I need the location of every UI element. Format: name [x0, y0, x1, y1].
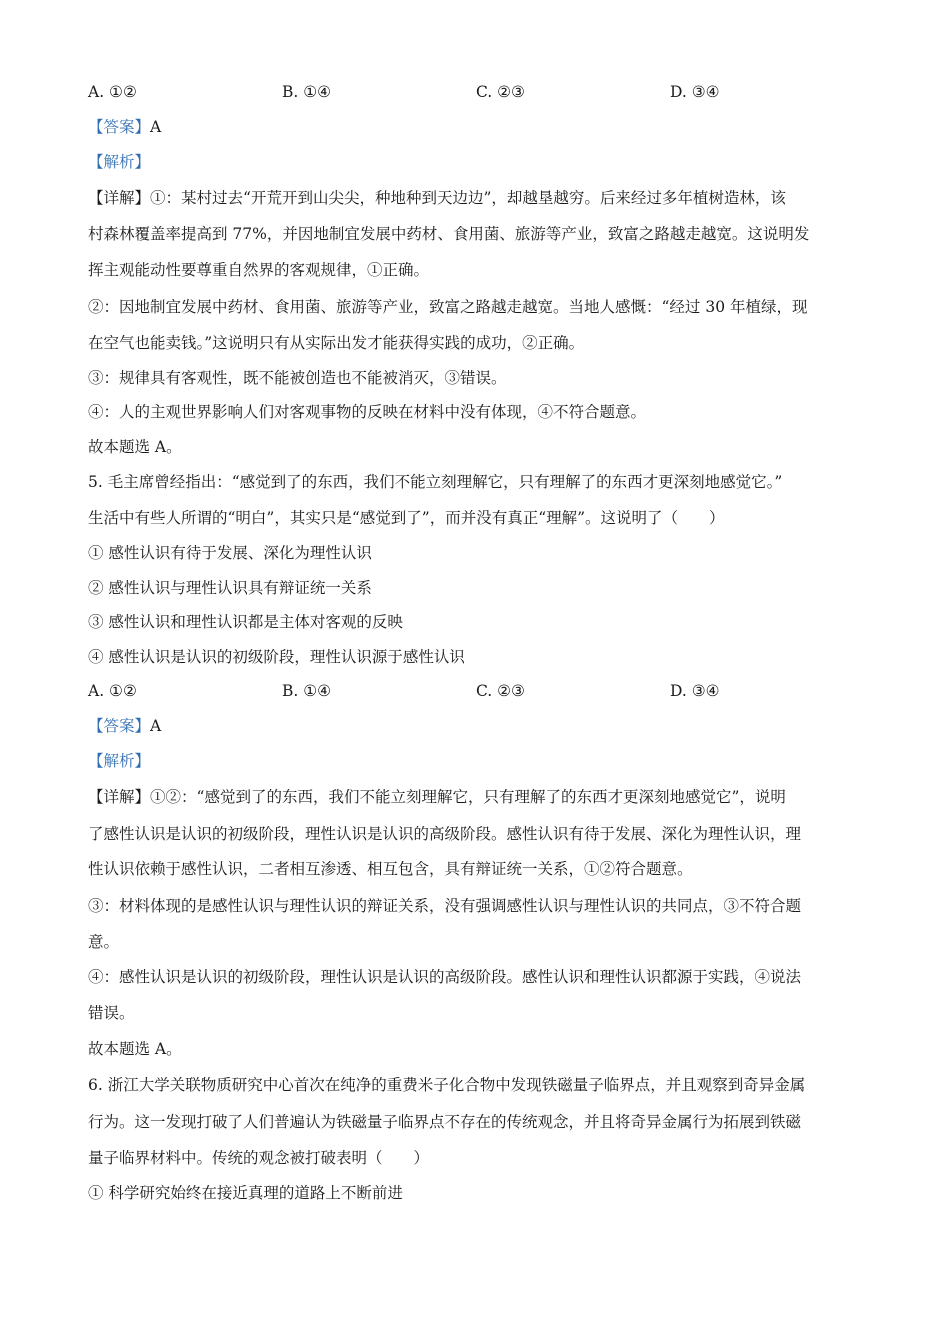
- q5-detail-line-5: 意。: [88, 933, 120, 951]
- q4-analysis-heading: [88, 152, 868, 172]
- q4-detail-text-1: ①：某村过去“开荒开到山尖尖，种地种到天边边”，却越垦越穷。后来经过多年植树造林，该: [150, 189, 786, 207]
- q5-conclusion: 故本题选 A。: [88, 1040, 182, 1058]
- q5-option-b: B. ①④: [282, 682, 332, 700]
- q5-answer-label: 【答案】: [88, 717, 151, 735]
- q5-analysis-label: 【解析】: [88, 752, 151, 770]
- q5-detail-line-4: ③：材料体现的是感性认识与理性认识的辩证关系，没有强调感性认识与理性认识的共同点，③不符合题: [88, 897, 802, 915]
- q4-detail-label: 【详解】: [88, 189, 151, 207]
- q4-option-d: D. ③④: [670, 83, 720, 101]
- q6-stem-line-2: 行为。这一发现打破了人们普遍认为铁磁量子临界点不存在的传统观念，并且将奇异金属行为拓展到铁磁: [88, 1113, 802, 1131]
- q4-option-b: B. ①④: [282, 83, 332, 101]
- q4-answer-label: 【答案】: [88, 118, 151, 136]
- q4-detail-line-7: ④：人的主观世界影响人们对客观事物的反映在材料中没有体现，④不符合题意。: [88, 403, 647, 421]
- q5-analysis-heading: [88, 751, 868, 771]
- q5-detail-text-1: ①②：“感觉到了的东西，我们不能立刻理解它，只有理解了的东西才更深刻地感觉它”，说明: [150, 788, 786, 806]
- q4-detail-line-1: [88, 188, 868, 208]
- q5-detail-line-1: [88, 787, 868, 807]
- q5-statement-3: ③ 感性认识和理性认识都是主体对客观的反映: [88, 613, 403, 631]
- q4-analysis-label: 【解析】: [88, 153, 151, 171]
- q5-statement-4: ④ 感性认识是认识的初级阶段，理性认识源于感性认识: [88, 648, 465, 666]
- q5-option-c: C. ②③: [476, 682, 525, 700]
- q5-detail-line-3: 性认识依赖于感性认识，二者相互渗透、相互包含，具有辩证统一关系，①②符合题意。: [88, 860, 693, 878]
- q4-detail-line-5: 在空气也能卖钱。”这说明只有从实际出发才能获得实践的成功，②正确。: [88, 334, 585, 352]
- q5-stem-line-2: 生活中有些人所谓的“明白”，其实只是“感觉到了”，而并没有真正“理解”。这说明了（ ）: [88, 509, 725, 527]
- q5-stem-line-1: 5. 毛主席曾经指出：“感觉到了的东西，我们不能立刻理解它，只有理解了的东西才更深刻地感觉它。”: [88, 473, 783, 491]
- q5-options: [88, 681, 868, 701]
- q4-detail-line-3: 挥主观能动性要尊重自然界的客观规律，①正确。: [88, 261, 430, 279]
- q5-option-a: A. ①②: [88, 682, 137, 700]
- q4-answer-value: A: [150, 118, 162, 136]
- q4-detail-line-4: ②：因地制宜发展中药材、食用菌、旅游等产业，致富之路越走越宽。当地人感慨：“经过 30 年植绿，现: [88, 298, 808, 316]
- q4-options: [88, 82, 868, 102]
- q4-detail-line-6: ③：规律具有客观性，既不能被创造也不能被消灭，③错误。: [88, 369, 507, 387]
- q4-answer: [88, 117, 868, 137]
- q4-option-c: C. ②③: [476, 83, 525, 101]
- q5-detail-line-6: ④：感性认识是认识的初级阶段，理性认识是认识的高级阶段。感性认识和理性认识都源于实践，④说法: [88, 968, 802, 986]
- q4-option-a: A. ①②: [88, 83, 137, 101]
- q5-option-d: D. ③④: [670, 682, 720, 700]
- q5-detail-line-2: 了感性认识是认识的初级阶段，理性认识是认识的高级阶段。感性认识有待于发展、深化为理性认识，理: [88, 825, 802, 843]
- q4-conclusion: 故本题选 A。: [88, 438, 182, 456]
- q5-answer: [88, 716, 868, 736]
- q5-statement-2: ② 感性认识与理性认识具有辩证统一关系: [88, 579, 372, 597]
- q5-detail-line-7: 错误。: [88, 1004, 135, 1022]
- q6-stem-line-1: 6. 浙江大学关联物质研究中心首次在纯净的重费米子化合物中发现铁磁量子临界点，并且观察到奇异金属: [88, 1076, 806, 1094]
- q5-detail-label: 【详解】: [88, 788, 151, 806]
- q6-stem-line-3: 量子临界材料中。传统的观念被打破表明（ ）: [88, 1149, 430, 1167]
- q5-answer-value: A: [150, 717, 162, 735]
- q6-statement-1: ① 科学研究始终在接近真理的道路上不断前进: [88, 1184, 403, 1202]
- q5-statement-1: ① 感性认识有待于发展、深化为理性认识: [88, 544, 372, 562]
- q4-detail-line-2: 村森林覆盖率提高到 77%，并因地制宜发展中药材、食用菌、旅游等产业，致富之路越走越宽。这说明发: [88, 225, 810, 243]
